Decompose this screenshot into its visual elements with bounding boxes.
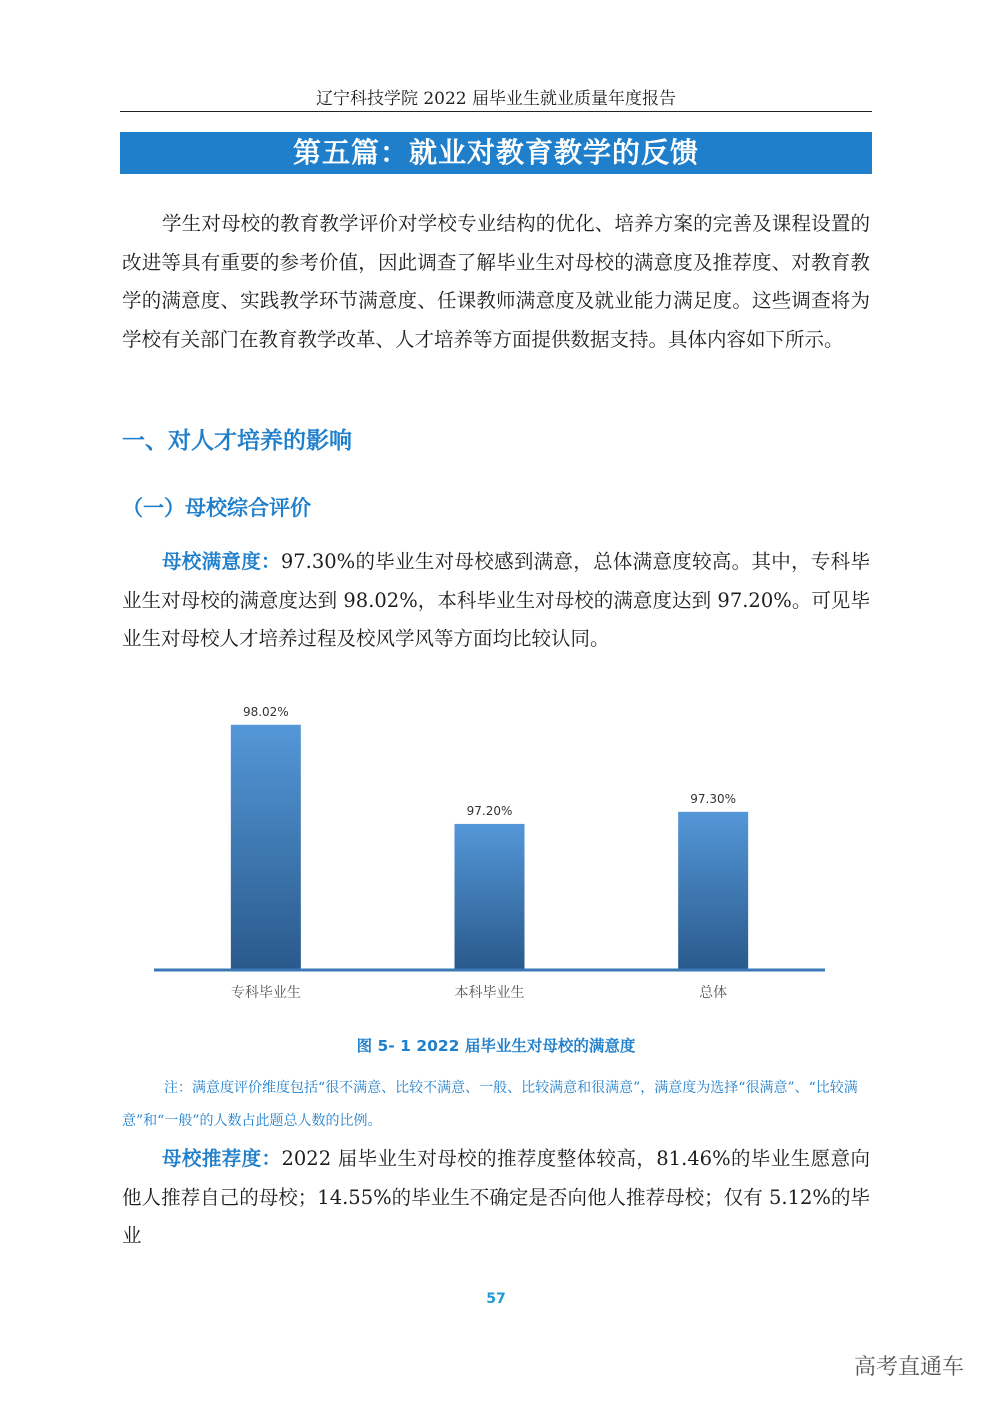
chapter-banner: 第五篇：就业对教育教学的反馈: [120, 132, 872, 174]
bar-1: [231, 725, 301, 969]
recommendation-lead: 母校推荐度：: [162, 1147, 282, 1170]
category-label-2: 本科毕业生: [454, 985, 525, 1001]
page-number: 57: [486, 1291, 506, 1307]
bar-value-label-2: 97.20%: [466, 803, 513, 818]
bar-3: [678, 812, 748, 969]
recommendation-text: 2022 届毕业生对母校的推荐度整体较高，81.46%的毕业生愿意向他人推荐自己的母校；14.55%的毕业生不确定是否向他人推荐母校；仅有 5.12%的毕业: [122, 1147, 870, 1248]
satisfaction-paragraph: [122, 543, 870, 659]
satisfaction-lead: 母校满意度：: [162, 550, 281, 573]
section-heading: 一、对人才培养的影响: [122, 428, 352, 454]
chart-canvas: [150, 685, 830, 1005]
figure-note: 注：满意度评价维度包括“很不满意、比较不满意、一般、比较满意和很满意”，满意度为选择“很满意”、“比较满意”和“一般”的人数占此题总人数的比例。: [122, 1080, 858, 1129]
header-divider: [120, 111, 872, 112]
intro-paragraph: 学生对母校的教育教学评价对学校专业结构的优化、培养方案的完善及课程设置的改进等具有重要的参考价值，因此调查了解毕业生对母校的满意度及推荐度、对教育教学的满意度、实践教学环节满意度、任课教师满意度及就业能力满足度。这些调查将为学校有关部门在教育教学改革、人才培养等方面提供数据支持。具体内容如下所示。: [122, 212, 870, 352]
bar-value-label-3: 97.30%: [690, 791, 737, 806]
recommendation-paragraph: [122, 1140, 870, 1256]
subsection-heading: （一）母校综合评价: [122, 496, 311, 520]
satisfaction-bar-chart: [150, 685, 830, 1005]
watermark-text: 高考直通车: [853, 1355, 964, 1380]
category-label-1: 专科毕业生: [230, 985, 301, 1001]
category-label-3: 总体: [699, 985, 728, 1001]
bar-value-label-1: 98.02%: [242, 704, 289, 719]
figure-caption: 图 5- 1 2022 届毕业生对母校的满意度: [356, 1037, 636, 1055]
bar-2: [455, 824, 525, 969]
running-header: 辽宁科技学院 2022 届毕业生就业质量年度报告: [315, 89, 677, 109]
satisfaction-text: 97.30%的毕业生对母校感到满意，总体满意度较高。其中，专科毕业生对母校的满意度达到 98.02%，本科毕业生对母校的满意度达到 97.20%。可见毕业生对母校人才培养过程及校风学风等方面均比较认同。: [122, 550, 870, 651]
